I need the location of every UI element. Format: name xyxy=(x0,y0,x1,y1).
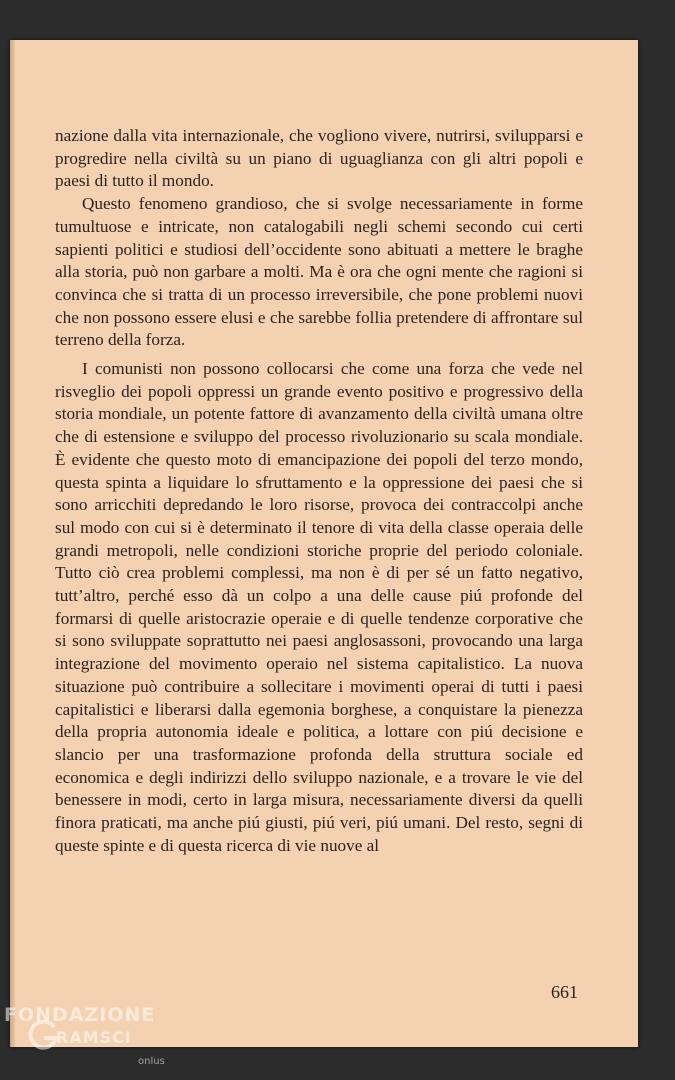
watermark-onlus: onlus xyxy=(138,1056,165,1067)
paragraph-communists: I comunisti non possono collocarsi che come una forza che vede nel risveglio dei popoli oppressi un grande evento positivo e progressivo della storia mondiale, un potente fattore di avanzamento della civiltà umana oltre che di estensione e sviluppo del processo rivoluzionario su scala mondiale. È evidente che questo moto di emancipazione dei popoli del terzo mondo, questa spinta a liquidare lo sfruttamento e la oppressione dei paesi che si sono arricchiti depredando le loro risorse, provoca dei contraccolpi anche sul modo con cui si è determinato il tenore di vita della classe operaia delle grandi metropoli, nelle condizioni storiche proprie del periodo coloniale. Tutto ciò crea problemi complessi, ma non è di per sé un fatto negativo, tutt’altro, perché esso dà un colpo a una delle cause piú profonde del formarsi di quelle aristocrazie operaie e di quelle tendenze corporative che si sono sviluppate soprattutto nei paesi anglosassoni, provocando una larga integrazione del movimento operaio nel sistema capitalistico. La nuova situazione può contribuire a sollecitare i movimenti operai di tutti i paesi capitalistici e liberarsi dalla egemonia borghese, a conquistare la pienezza della propria autonomia ideale e politica, a lottare con piú decisione e slancio per una trasformazione profonda della struttura sociale ed economica e degli indirizzi dello sviluppo nazionale, e a trovare le vie del benessere in modi, certo in larga misura, necessariamente diversi da quelli finora praticati, ma anche piú giusti, piú veri, piú umani. Del resto, segni di queste spinte e di questa ricerca di vie nuove al xyxy=(55,359,583,855)
body-text xyxy=(55,125,583,858)
paragraph-phenomenon: Questo fenomeno grandioso, che si svolge necessariamente in forme tumultuose e intricate, non catalogabili negli schemi secondo cui certi sapienti politici e studiosi dell’occidente sono abituati a mettere le braghe alla storia, può non garbare a molti. Ma è ora che ogni mente che ragioni si convinca che si tratta di un processo irreversibile, che pone problemi nuovi che non possono essere elusi e che sarebbe follia pretendere di affrontare sul terreno della forza. xyxy=(55,194,583,350)
page-binding-edge xyxy=(10,40,16,1047)
book-page xyxy=(10,40,638,1047)
watermark-line-1: FONDAZIONE xyxy=(4,1004,156,1026)
paragraph-continuation: nazione dalla vita internazionale, che vogliono vivere, nutrirsi, svilupparsi e progredire nella civiltà su un piano di uguaglianza con gli altri popoli e paesi di tutto il mondo. xyxy=(55,126,583,191)
fondazione-gramsci-watermark xyxy=(4,1004,165,1067)
page-number: 661 xyxy=(551,982,578,1002)
gramsci-g-logo-icon xyxy=(26,1018,60,1052)
watermark-line-2: RAMSCI xyxy=(56,1028,132,1047)
